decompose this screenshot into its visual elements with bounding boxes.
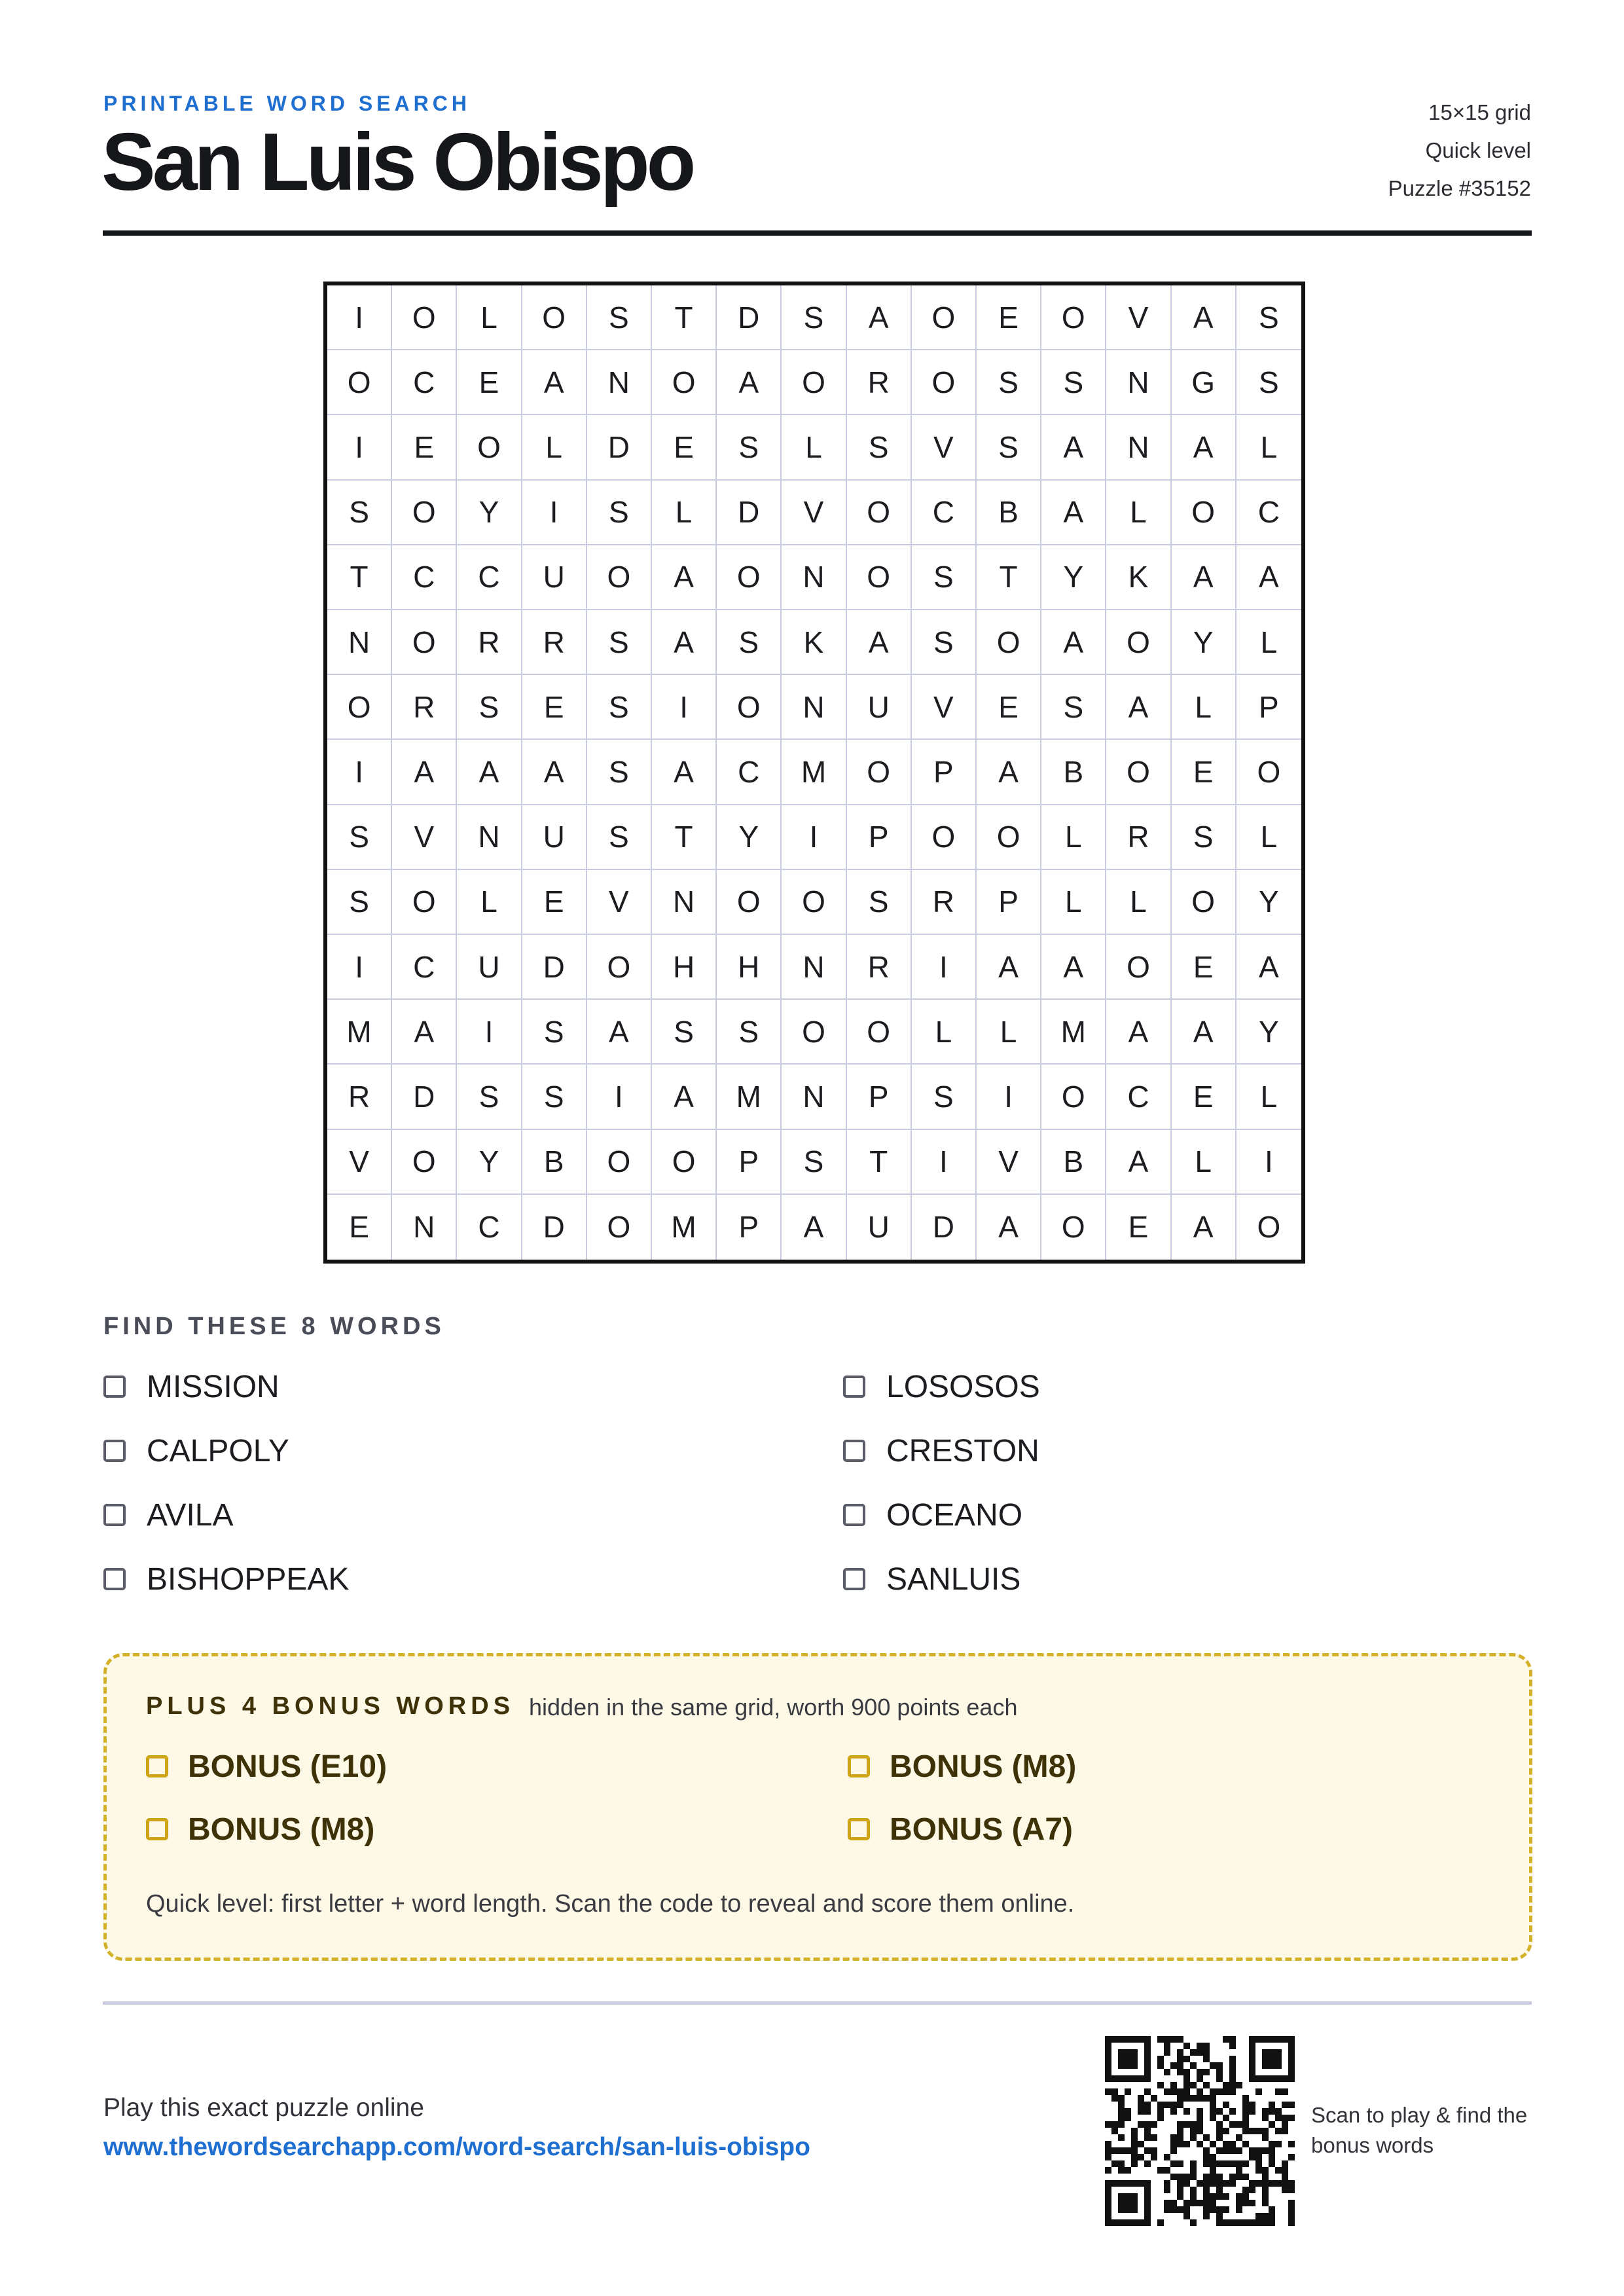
grid-cell[interactable]: S xyxy=(782,285,846,350)
grid-cell[interactable]: C xyxy=(457,545,522,610)
grid-cell[interactable]: D xyxy=(912,1195,977,1260)
grid-cell[interactable]: A xyxy=(1041,610,1106,675)
grid-cell[interactable]: S xyxy=(587,805,652,870)
bonus-word-item[interactable] xyxy=(848,1745,1494,1788)
grid-cell[interactable]: C xyxy=(392,545,457,610)
grid-cell[interactable]: U xyxy=(847,675,912,740)
grid-cell[interactable]: A xyxy=(782,1195,846,1260)
grid-cell[interactable]: E xyxy=(522,675,587,740)
word-label: LOSOSOS xyxy=(886,1369,1040,1404)
grid-cell[interactable]: L xyxy=(1236,1065,1301,1129)
grid-cell[interactable]: N xyxy=(457,805,522,870)
page-kicker: PRINTABLE WORD SEARCH xyxy=(103,92,471,115)
grid-cell[interactable]: A xyxy=(1236,545,1301,610)
grid-cell[interactable]: S xyxy=(1041,350,1106,415)
grid-cell[interactable]: A xyxy=(652,740,717,805)
grid-cell[interactable]: A xyxy=(1041,935,1106,1000)
grid-cell[interactable]: O xyxy=(1236,740,1301,805)
grid-cell[interactable]: N xyxy=(392,1195,457,1260)
grid-cell[interactable]: T xyxy=(977,545,1041,610)
grid-cell[interactable]: O xyxy=(717,870,782,935)
grid-cell[interactable]: S xyxy=(847,415,912,480)
bonus-subtitle: hidden in the same grid, worth 900 points each xyxy=(529,1694,1018,1721)
grid-cell[interactable]: O xyxy=(782,350,846,415)
grid-cell[interactable]: O xyxy=(1106,935,1171,1000)
bonus-checkbox[interactable] xyxy=(848,1755,870,1777)
grid-cell[interactable]: O xyxy=(392,285,457,350)
grid-cell[interactable]: C xyxy=(717,740,782,805)
grid-cell[interactable]: Y xyxy=(457,1130,522,1195)
grid-cell[interactable]: A xyxy=(977,935,1041,1000)
grid-cell[interactable]: P xyxy=(912,740,977,805)
grid-cell[interactable]: R xyxy=(457,610,522,675)
grid-cell[interactable]: S xyxy=(912,1065,977,1129)
grid-cell[interactable]: O xyxy=(1106,610,1171,675)
grid-cell[interactable]: S xyxy=(717,610,782,675)
grid-cell[interactable]: S xyxy=(1236,350,1301,415)
grid-cell[interactable]: S xyxy=(977,415,1041,480)
grid-cell[interactable]: N xyxy=(782,935,846,1000)
grid-cell[interactable]: A xyxy=(1172,1000,1236,1065)
grid-cell[interactable]: D xyxy=(587,415,652,480)
grid-cell[interactable]: O xyxy=(587,1195,652,1260)
level-label: Quick level xyxy=(1425,138,1531,162)
bonus-checkbox[interactable] xyxy=(146,1755,168,1777)
grid-size-label: 15×15 grid xyxy=(1428,100,1531,124)
grid-cell[interactable]: S xyxy=(782,1130,846,1195)
grid-cell[interactable]: O xyxy=(457,415,522,480)
grid-cell[interactable]: E xyxy=(1172,935,1236,1000)
grid-cell[interactable]: O xyxy=(912,285,977,350)
grid-cell[interactable]: C xyxy=(1236,481,1301,545)
grid-cell[interactable]: M xyxy=(782,740,846,805)
grid-cell[interactable]: A xyxy=(587,1000,652,1065)
puzzle-number-label: Puzzle #35152 xyxy=(1388,176,1531,200)
grid-cell[interactable]: O xyxy=(1041,285,1106,350)
grid-cell[interactable]: B xyxy=(522,1130,587,1195)
grid-cell[interactable]: S xyxy=(587,675,652,740)
grid-cell[interactable]: Y xyxy=(457,481,522,545)
grid-cell[interactable]: D xyxy=(717,481,782,545)
letter-grid[interactable] xyxy=(323,282,1305,1264)
grid-cell[interactable]: C xyxy=(457,1195,522,1260)
grid-cell[interactable]: A xyxy=(1172,285,1236,350)
grid-cell[interactable]: H xyxy=(717,935,782,1000)
bonus-word-label: BONUS (A7) xyxy=(890,1812,1074,1847)
bonus-note: Quick level: first letter + word length. Scan the code to reveal and score them online. xyxy=(146,1890,1075,1918)
grid-cell[interactable]: A xyxy=(847,285,912,350)
grid-cell[interactable]: I xyxy=(912,935,977,1000)
grid-cell[interactable]: O xyxy=(847,481,912,545)
grid-cell[interactable]: M xyxy=(717,1065,782,1129)
grid-cell[interactable]: O xyxy=(392,610,457,675)
grid-cell[interactable]: O xyxy=(1041,1195,1106,1260)
grid-cell[interactable]: L xyxy=(1236,805,1301,870)
grid-cell[interactable]: P xyxy=(1236,675,1301,740)
grid-cell[interactable]: S xyxy=(587,610,652,675)
grid-cell[interactable]: O xyxy=(912,805,977,870)
grid-cell[interactable]: I xyxy=(327,935,392,1000)
word-item[interactable] xyxy=(103,1365,843,1408)
grid-cell[interactable]: O xyxy=(1041,1065,1106,1129)
puzzle-meta xyxy=(1388,94,1531,208)
grid-cell[interactable]: A xyxy=(977,740,1041,805)
grid-cell[interactable]: S xyxy=(327,870,392,935)
grid-cell[interactable]: P xyxy=(717,1130,782,1195)
grid-cell[interactable]: L xyxy=(1106,481,1171,545)
grid-cell[interactable]: O xyxy=(1172,481,1236,545)
grid-cell[interactable]: L xyxy=(977,1000,1041,1065)
grid-cell[interactable]: I xyxy=(652,675,717,740)
grid-cell[interactable]: P xyxy=(717,1195,782,1260)
grid-cell[interactable]: E xyxy=(522,870,587,935)
grid-cell[interactable]: I xyxy=(1236,1130,1301,1195)
page-title: San Luis Obispo xyxy=(101,117,693,208)
grid-cell[interactable]: I xyxy=(912,1130,977,1195)
grid-cell[interactable]: A xyxy=(1172,415,1236,480)
grid-cell[interactable]: I xyxy=(327,415,392,480)
checkbox[interactable] xyxy=(103,1376,126,1398)
grid-cell[interactable]: A xyxy=(652,1065,717,1129)
word-item[interactable] xyxy=(843,1493,1532,1537)
grid-cell[interactable]: O xyxy=(587,545,652,610)
grid-cell[interactable]: O xyxy=(717,675,782,740)
grid-cell[interactable]: R xyxy=(912,870,977,935)
header-divider xyxy=(103,230,1532,236)
grid-cell[interactable]: S xyxy=(587,285,652,350)
grid-cell[interactable]: O xyxy=(392,481,457,545)
grid-cell[interactable]: O xyxy=(1257,1210,1281,1245)
grid-cell[interactable]: S xyxy=(652,1000,717,1065)
grid-cell[interactable]: V xyxy=(327,1130,392,1195)
checkbox[interactable] xyxy=(103,1504,126,1526)
grid-cell[interactable]: A xyxy=(457,740,522,805)
grid-cell[interactable]: I xyxy=(522,481,587,545)
word-item[interactable] xyxy=(103,1429,843,1472)
checkbox[interactable] xyxy=(843,1504,865,1526)
bonus-word-item[interactable] xyxy=(146,1745,848,1788)
bonus-word-item[interactable] xyxy=(146,1808,848,1851)
grid-cell[interactable]: O xyxy=(587,935,652,1000)
grid-cell[interactable]: V xyxy=(587,870,652,935)
grid-cell[interactable]: O xyxy=(652,350,717,415)
grid-cell[interactable]: A xyxy=(1172,1195,1236,1260)
grid-cell[interactable]: V xyxy=(1106,285,1171,350)
grid-cell[interactable]: A xyxy=(522,740,587,805)
bonus-checkbox[interactable] xyxy=(848,1818,870,1840)
grid-cell[interactable]: B xyxy=(977,481,1041,545)
grid-cell[interactable]: O xyxy=(782,1000,846,1065)
grid-cell[interactable]: N xyxy=(782,545,846,610)
grid-cell[interactable]: A xyxy=(1106,1130,1171,1195)
grid-cell[interactable]: K xyxy=(1106,545,1171,610)
grid-cell[interactable]: A xyxy=(392,1000,457,1065)
word-label: CRESTON xyxy=(886,1433,1039,1468)
grid-cell[interactable]: E xyxy=(1172,740,1236,805)
word-label: MISSION xyxy=(147,1369,280,1404)
grid-cell[interactable]: U xyxy=(847,1195,912,1260)
grid-cell[interactable]: O xyxy=(392,870,457,935)
grid-cell[interactable]: N xyxy=(782,1065,846,1129)
grid-cell[interactable]: S xyxy=(522,1065,587,1129)
bonus-checkbox[interactable] xyxy=(146,1818,168,1840)
grid-cell[interactable]: L xyxy=(1172,1130,1236,1195)
grid-cell[interactable]: C xyxy=(392,350,457,415)
grid-cell[interactable]: S xyxy=(717,415,782,480)
grid-cell[interactable]: E xyxy=(652,415,717,480)
grid-cell[interactable]: S xyxy=(1236,285,1301,350)
grid-cell[interactable]: O xyxy=(912,350,977,415)
grid-cell[interactable]: S xyxy=(1041,675,1106,740)
grid-cell[interactable]: L xyxy=(457,870,522,935)
grid-cell[interactable]: A xyxy=(1106,1000,1171,1065)
bonus-word-list xyxy=(146,1745,1494,1851)
grid-cell[interactable]: L xyxy=(652,481,717,545)
grid-cell[interactable]: S xyxy=(912,610,977,675)
grid-cell[interactable]: R xyxy=(847,935,912,1000)
grid-cell[interactable]: A xyxy=(1172,545,1236,610)
grid-cell[interactable]: G xyxy=(1172,350,1236,415)
grid-cell[interactable]: L xyxy=(1236,610,1301,675)
grid-cell[interactable]: I xyxy=(977,1065,1041,1129)
grid-cell[interactable]: Y xyxy=(1041,545,1106,610)
grid-cell[interactable]: C xyxy=(1106,1065,1171,1129)
grid-cell[interactable]: S xyxy=(912,545,977,610)
grid-cell[interactable]: I xyxy=(327,285,392,350)
grid-cell[interactable]: L xyxy=(1236,415,1301,480)
grid-cell[interactable]: O xyxy=(847,740,912,805)
grid-cell[interactable]: S xyxy=(717,1000,782,1065)
grid-cell[interactable]: O xyxy=(847,545,912,610)
grid-cell[interactable]: O xyxy=(327,350,392,415)
bonus-word-label: BONUS (E10) xyxy=(188,1749,388,1784)
word-label: OCEANO xyxy=(886,1497,1023,1533)
qr-code-icon xyxy=(1105,2036,1295,2226)
word-item[interactable] xyxy=(843,1558,1532,1601)
grid-cell[interactable]: U xyxy=(522,805,587,870)
grid-cell[interactable]: A xyxy=(652,610,717,675)
word-item[interactable] xyxy=(103,1558,843,1601)
grid-cell[interactable]: L xyxy=(1041,870,1106,935)
grid-cell[interactable]: R xyxy=(522,610,587,675)
grid-cell[interactable]: E xyxy=(1106,1195,1171,1260)
grid-cell[interactable]: V xyxy=(912,675,977,740)
qr-code[interactable] xyxy=(1105,2036,1295,2226)
grid-cell[interactable]: S xyxy=(587,740,652,805)
grid-cell[interactable]: S xyxy=(327,481,392,545)
word-label: SANLUIS xyxy=(886,1561,1021,1597)
grid-cell[interactable]: T xyxy=(847,1130,912,1195)
grid-cell[interactable]: C xyxy=(392,935,457,1000)
grid-cell[interactable]: E xyxy=(327,1195,392,1260)
grid-cell[interactable]: L xyxy=(1106,870,1171,935)
checkbox[interactable] xyxy=(103,1568,126,1590)
grid-cell[interactable]: V xyxy=(782,481,846,545)
grid-cell[interactable]: V xyxy=(977,1130,1041,1195)
grid-cell[interactable]: N xyxy=(1106,415,1171,480)
grid-cell[interactable]: L xyxy=(522,415,587,480)
grid-cell[interactable]: T xyxy=(652,805,717,870)
grid-cell[interactable]: Y xyxy=(1236,870,1301,935)
footer-divider xyxy=(103,2001,1532,2005)
grid-cell[interactable]: O xyxy=(977,805,1041,870)
word-item[interactable] xyxy=(843,1429,1532,1472)
word-item[interactable] xyxy=(843,1365,1532,1408)
grid-cell[interactable]: O xyxy=(977,610,1041,675)
grid-cell[interactable]: S xyxy=(1172,805,1236,870)
grid-cell[interactable]: E xyxy=(392,415,457,480)
grid-cell[interactable]: T xyxy=(327,545,392,610)
grid-cell[interactable]: R xyxy=(847,350,912,415)
grid-cell[interactable]: U xyxy=(522,545,587,610)
play-online-text: Play this exact puzzle online xyxy=(103,2094,424,2122)
grid-cell[interactable]: B xyxy=(1041,740,1106,805)
grid-cell[interactable]: N xyxy=(782,675,846,740)
word-item[interactable] xyxy=(103,1493,843,1537)
checkbox[interactable] xyxy=(843,1440,865,1462)
grid-cell[interactable]: K xyxy=(782,610,846,675)
grid-cell[interactable]: S xyxy=(587,481,652,545)
grid-cell[interactable]: O xyxy=(1172,870,1236,935)
checkbox[interactable] xyxy=(843,1376,865,1398)
grid-cell[interactable]: A xyxy=(392,740,457,805)
grid-cell[interactable]: L xyxy=(457,285,522,350)
grid-cell[interactable]: N xyxy=(1106,350,1171,415)
grid-cell[interactable]: O xyxy=(652,1130,717,1195)
grid-cell[interactable]: I xyxy=(587,1065,652,1129)
grid-cell[interactable]: L xyxy=(782,415,846,480)
grid-cell[interactable]: A xyxy=(977,1195,1041,1260)
grid-cell[interactable]: A xyxy=(652,545,717,610)
grid-cell[interactable]: L xyxy=(1172,675,1236,740)
grid-cell[interactable]: N xyxy=(587,350,652,415)
grid-cell[interactable]: B xyxy=(1041,1130,1106,1195)
word-list-heading: FIND THESE 8 WORDS xyxy=(103,1313,445,1340)
grid-cell[interactable]: C xyxy=(912,481,977,545)
grid-cell[interactable]: L xyxy=(912,1000,977,1065)
word-label: BISHOPPEAK xyxy=(147,1561,350,1597)
grid-cell[interactable]: P xyxy=(847,805,912,870)
grid-cell[interactable]: I xyxy=(327,740,392,805)
grid-cell[interactable]: M xyxy=(652,1195,717,1260)
word-list xyxy=(103,1365,1532,1601)
grid-cell[interactable]: O xyxy=(392,1130,457,1195)
grid-cell[interactable]: D xyxy=(522,935,587,1000)
grid-cell[interactable]: A xyxy=(522,350,587,415)
grid-cell[interactable]: P xyxy=(847,1065,912,1129)
word-label: CALPOLY xyxy=(147,1433,289,1468)
grid-cell[interactable]: S xyxy=(457,675,522,740)
grid-cell[interactable]: V xyxy=(392,805,457,870)
grid-cell[interactable]: U xyxy=(457,935,522,1000)
grid-cell[interactable]: S xyxy=(847,870,912,935)
grid-cell[interactable]: I xyxy=(782,805,846,870)
grid-cell[interactable]: V xyxy=(912,415,977,480)
grid-cell[interactable]: S xyxy=(457,1065,522,1129)
grid-cell[interactable]: T xyxy=(652,285,717,350)
puzzle-link[interactable]: www.thewordsearchapp.com/word-search/san-luis-obispo xyxy=(103,2133,810,2161)
grid-cell[interactable]: Y xyxy=(1172,610,1236,675)
grid-cell[interactable]: Y xyxy=(717,805,782,870)
grid-cell[interactable]: O xyxy=(587,1130,652,1195)
checkbox[interactable] xyxy=(843,1568,865,1590)
grid-cell[interactable]: Y xyxy=(1236,1000,1301,1065)
grid-cell[interactable]: D xyxy=(717,285,782,350)
grid-cell[interactable]: E xyxy=(977,285,1041,350)
grid-cell[interactable]: E xyxy=(457,350,522,415)
grid-cell[interactable]: P xyxy=(977,870,1041,935)
grid-cell[interactable]: O xyxy=(782,870,846,935)
grid-cell[interactable]: A xyxy=(1236,935,1301,1000)
grid-cell[interactable]: O xyxy=(717,545,782,610)
bonus-panel xyxy=(103,1653,1532,1961)
grid-cell[interactable]: E xyxy=(1172,1065,1236,1129)
checkbox[interactable] xyxy=(103,1440,126,1462)
grid-cell[interactable]: A xyxy=(1041,415,1106,480)
grid-cell[interactable]: R xyxy=(392,675,457,740)
grid-cell[interactable]: D xyxy=(522,1195,587,1260)
grid-cell[interactable]: L xyxy=(1041,805,1106,870)
grid-cell[interactable]: O xyxy=(847,1000,912,1065)
grid-cell[interactable]: A xyxy=(1041,481,1106,545)
grid-cell[interactable]: E xyxy=(977,675,1041,740)
grid-cell[interactable]: N xyxy=(327,610,392,675)
bonus-word-label: BONUS (M8) xyxy=(890,1749,1077,1784)
bonus-word-item[interactable] xyxy=(848,1808,1494,1851)
grid-cell[interactable]: O xyxy=(522,285,587,350)
grid-cell[interactable]: A xyxy=(717,350,782,415)
grid-cell[interactable]: S xyxy=(977,350,1041,415)
word-label: AVILA xyxy=(147,1497,234,1533)
bonus-word-label: BONUS (M8) xyxy=(188,1812,375,1847)
grid-cell[interactable]: A xyxy=(1106,675,1171,740)
grid-cell[interactable]: O xyxy=(327,675,392,740)
grid-cell[interactable]: R xyxy=(327,1065,392,1129)
grid-cell[interactable]: I xyxy=(457,1000,522,1065)
grid-cell[interactable]: R xyxy=(1106,805,1171,870)
grid-cell[interactable]: S xyxy=(327,805,392,870)
grid-cell[interactable]: O xyxy=(1106,740,1171,805)
grid-cell[interactable]: S xyxy=(522,1000,587,1065)
grid-cell[interactable]: A xyxy=(847,610,912,675)
grid-cell[interactable]: H xyxy=(652,935,717,1000)
grid-cell[interactable]: M xyxy=(1041,1000,1106,1065)
grid-cell[interactable]: N xyxy=(652,870,717,935)
grid-cell[interactable]: M xyxy=(327,1000,392,1065)
bonus-heading: PLUS 4 BONUS WORDS xyxy=(146,1692,515,1720)
scan-instructions: Scan to play & find the bonus words xyxy=(1311,2103,1528,2157)
grid-cell[interactable]: D xyxy=(392,1065,457,1129)
